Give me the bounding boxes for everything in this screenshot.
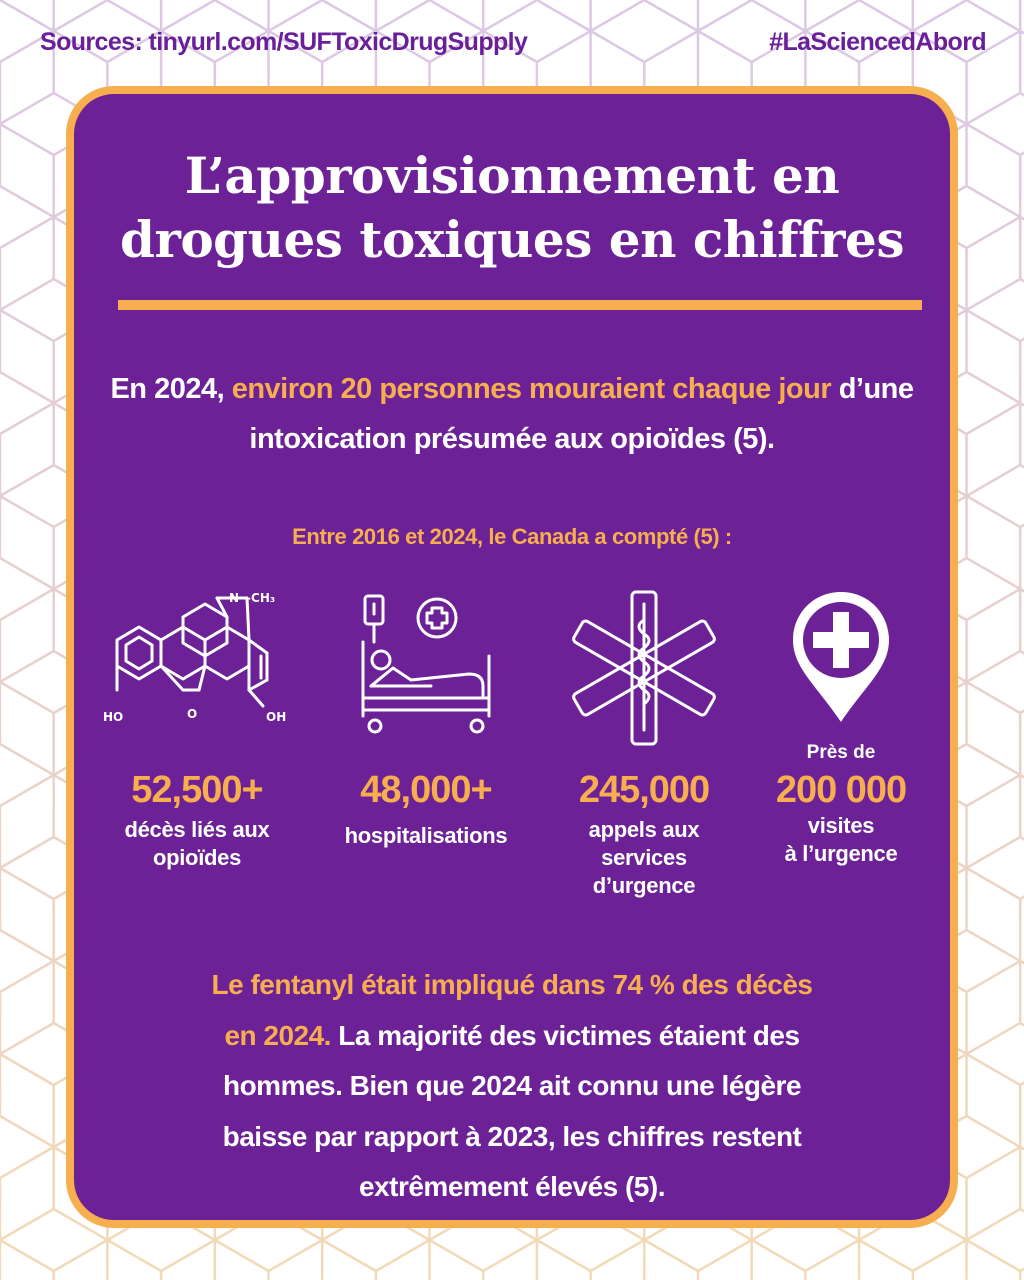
header-bar — [40, 26, 986, 58]
stat-label-line-3: d’urgence — [592, 873, 696, 898]
hospital-bed-icon — [351, 590, 501, 740]
page-title — [74, 144, 950, 272]
stat-prefix: Près de — [806, 742, 876, 763]
stat-label-line-2: opioïdes — [152, 845, 242, 870]
title-divider — [118, 300, 922, 310]
opioid-molecule-icon — [99, 590, 295, 730]
stat-label-line-2: services — [601, 845, 687, 870]
info-card — [66, 86, 958, 1228]
stat-er-visits — [756, 590, 926, 910]
stat-value: 245,000 — [578, 769, 710, 811]
star-of-life-icon — [566, 590, 722, 746]
molecule-label-nch3: N—CH₃ — [229, 591, 276, 605]
stat-opioid-deaths — [103, 590, 287, 910]
intro-suffix: d’une intoxication présumée aux opioïdes (5). — [249, 373, 914, 455]
stat-hospitalisations — [336, 590, 516, 910]
stat-label-line-2: à l’urgence — [784, 841, 898, 866]
molecule-label-ho: HO — [103, 710, 124, 724]
closing-text-2: La majorité des victimes étaient des — [330, 1019, 800, 1051]
intro-highlight: environ 20 personnes mouraient chaque jour — [231, 373, 832, 405]
title-line-2: drogues toxiques en chiffres — [120, 210, 904, 269]
closing-line-3: hommes. Bien que 2024 ait connu une légère — [222, 1070, 802, 1101]
hashtag: #LaSciencedAbord — [769, 27, 986, 56]
stat-value: 48,000+ — [360, 769, 492, 811]
stat-label-line-1: appels aux — [588, 817, 700, 842]
closing-highlight-2: en 2024. — [224, 1019, 331, 1051]
molecule-label-oh: OH — [266, 710, 287, 724]
intro-prefix: En 2024, — [110, 373, 232, 405]
title-line-1: L’approvisionnement en — [184, 146, 840, 205]
stat-emergency-calls — [554, 590, 734, 920]
stat-label-line-1: décès liés aux — [124, 817, 270, 842]
closing-line-4: baisse par rapport à 2023, les chiffres restent — [222, 1120, 802, 1152]
closing-line-5: extrêmement élevés (5). — [358, 1171, 665, 1202]
molecule-label-o: O — [187, 707, 198, 721]
location-pin-cross-icon — [789, 590, 893, 724]
stat-label-line-1: hospitalisations — [344, 823, 508, 848]
closing-highlight-1: Le fentanyl était impliqué dans 74 % des décès — [211, 969, 813, 1000]
intro-paragraph — [104, 364, 920, 464]
stat-value: 200 000 — [775, 769, 907, 811]
sources-link[interactable]: Sources: tinyurl.com/SUFToxicDrugSupply — [40, 27, 528, 56]
closing-line-2 — [114, 1011, 910, 1062]
stat-label-line-1: visites — [807, 813, 875, 838]
closing-line-1 — [114, 960, 910, 1011]
stat-value: 52,500+ — [131, 769, 263, 811]
stats-subheading: Entre 2016 et 2024, le Canada a compté (5) : — [292, 524, 732, 549]
closing-paragraph — [114, 960, 910, 1213]
